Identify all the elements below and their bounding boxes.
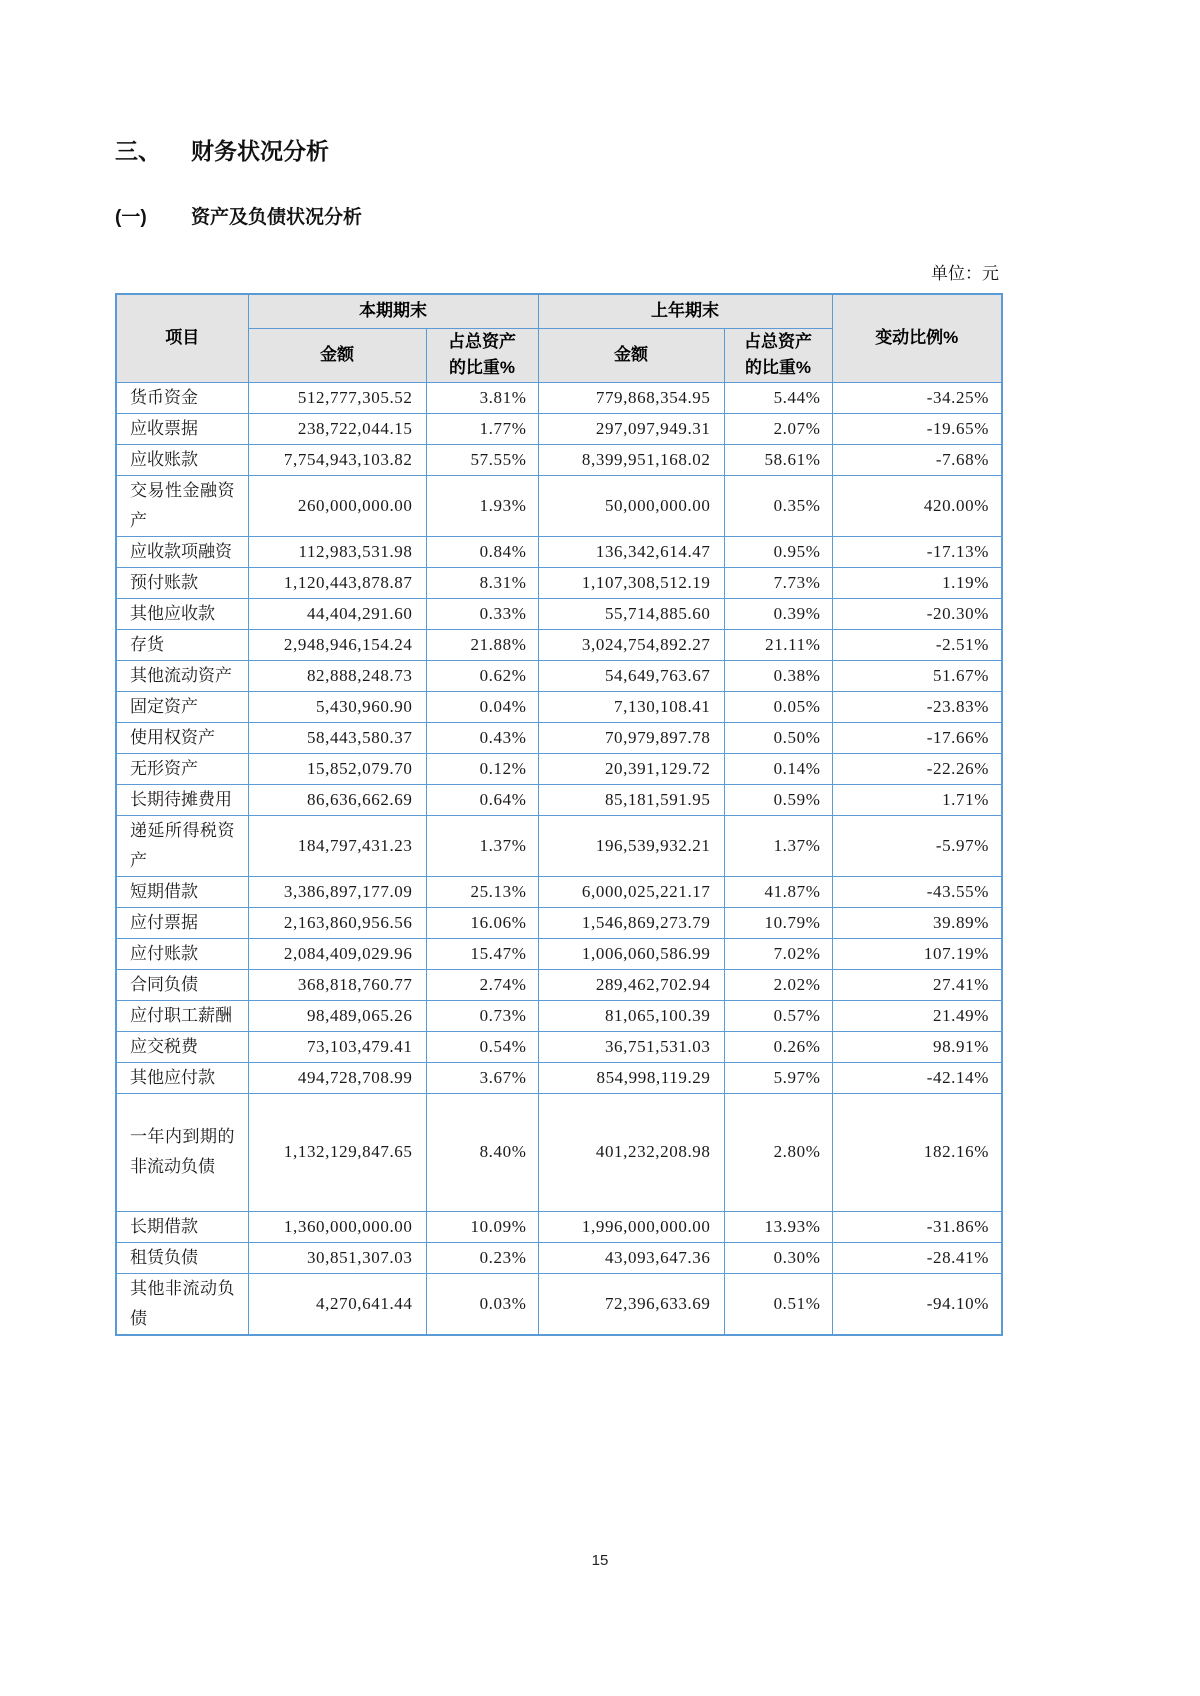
row-item-label: 租赁负债 bbox=[116, 1242, 248, 1273]
prior-amount-cell: 50,000,000.00 bbox=[538, 475, 724, 536]
prior-pct-cell: 21.11% bbox=[724, 629, 832, 660]
change-ratio-cell: 182.16% bbox=[832, 1093, 1002, 1211]
current-amount-cell: 494,728,708.99 bbox=[248, 1062, 426, 1093]
current-pct-cell: 1.77% bbox=[426, 413, 538, 444]
current-pct-cell: 25.13% bbox=[426, 876, 538, 907]
row-item-label: 货币资金 bbox=[116, 382, 248, 413]
change-ratio-cell: 27.41% bbox=[832, 969, 1002, 1000]
change-ratio-cell: 1.71% bbox=[832, 784, 1002, 815]
current-amount-cell: 15,852,079.70 bbox=[248, 753, 426, 784]
prior-amount-cell: 85,181,591.95 bbox=[538, 784, 724, 815]
change-ratio-cell: -22.26% bbox=[832, 753, 1002, 784]
prior-pct-cell: 1.37% bbox=[724, 815, 832, 876]
prior-amount-cell: 289,462,702.94 bbox=[538, 969, 724, 1000]
row-item-label: 合同负债 bbox=[116, 969, 248, 1000]
table-row bbox=[116, 660, 1002, 691]
current-amount-cell: 112,983,531.98 bbox=[248, 536, 426, 567]
prior-pct-cell: 41.87% bbox=[724, 876, 832, 907]
change-ratio-cell: -2.51% bbox=[832, 629, 1002, 660]
header-prior-pct-text: 占总资产的比重% bbox=[744, 332, 812, 377]
prior-amount-cell: 401,232,208.98 bbox=[538, 1093, 724, 1211]
current-pct-cell: 0.23% bbox=[426, 1242, 538, 1273]
current-amount-cell: 4,270,641.44 bbox=[248, 1273, 426, 1335]
current-amount-cell: 30,851,307.03 bbox=[248, 1242, 426, 1273]
current-pct-cell: 1.37% bbox=[426, 815, 538, 876]
change-ratio-cell: 98.91% bbox=[832, 1031, 1002, 1062]
change-ratio-cell: 21.49% bbox=[832, 1000, 1002, 1031]
change-ratio-cell: 39.89% bbox=[832, 907, 1002, 938]
current-pct-cell: 15.47% bbox=[426, 938, 538, 969]
current-amount-cell: 86,636,662.69 bbox=[248, 784, 426, 815]
table-row bbox=[116, 938, 1002, 969]
prior-amount-cell: 136,342,614.47 bbox=[538, 536, 724, 567]
current-pct-cell: 8.40% bbox=[426, 1093, 538, 1211]
table-body bbox=[116, 382, 1002, 1335]
prior-pct-cell: 5.97% bbox=[724, 1062, 832, 1093]
prior-amount-cell: 779,868,354.95 bbox=[538, 382, 724, 413]
current-amount-cell: 2,948,946,154.24 bbox=[248, 629, 426, 660]
table-row bbox=[116, 1093, 1002, 1211]
subsection-title-text: 资产及负债状况分析 bbox=[191, 207, 363, 228]
prior-pct-cell: 0.38% bbox=[724, 660, 832, 691]
prior-amount-cell: 1,546,869,273.79 bbox=[538, 907, 724, 938]
current-amount-cell: 5,430,960.90 bbox=[248, 691, 426, 722]
current-pct-cell: 21.88% bbox=[426, 629, 538, 660]
current-amount-cell: 1,360,000,000.00 bbox=[248, 1211, 426, 1242]
unit-label: 单位：元 bbox=[931, 264, 999, 283]
current-pct-cell: 16.06% bbox=[426, 907, 538, 938]
change-ratio-cell: -31.86% bbox=[832, 1211, 1002, 1242]
change-ratio-cell: -17.66% bbox=[832, 722, 1002, 753]
current-pct-cell: 57.55% bbox=[426, 444, 538, 475]
row-item-label: 应收票据 bbox=[116, 413, 248, 444]
prior-pct-cell: 0.59% bbox=[724, 784, 832, 815]
change-ratio-cell: -42.14% bbox=[832, 1062, 1002, 1093]
current-amount-cell: 82,888,248.73 bbox=[248, 660, 426, 691]
section-title-text: 财务状况分析 bbox=[191, 138, 329, 164]
change-ratio-cell: -20.30% bbox=[832, 598, 1002, 629]
change-ratio-cell: 51.67% bbox=[832, 660, 1002, 691]
table-header bbox=[116, 294, 1002, 382]
row-item-label: 其他非流动负债 bbox=[116, 1273, 248, 1335]
prior-pct-cell: 0.30% bbox=[724, 1242, 832, 1273]
table-row bbox=[116, 413, 1002, 444]
table-row bbox=[116, 1242, 1002, 1273]
current-pct-cell: 2.74% bbox=[426, 969, 538, 1000]
change-ratio-cell: -5.97% bbox=[832, 815, 1002, 876]
current-amount-cell: 2,163,860,956.56 bbox=[248, 907, 426, 938]
prior-amount-cell: 297,097,949.31 bbox=[538, 413, 724, 444]
current-amount-cell: 512,777,305.52 bbox=[248, 382, 426, 413]
prior-amount-cell: 55,714,885.60 bbox=[538, 598, 724, 629]
prior-pct-cell: 0.35% bbox=[724, 475, 832, 536]
current-pct-cell: 0.04% bbox=[426, 691, 538, 722]
change-ratio-cell: -43.55% bbox=[832, 876, 1002, 907]
current-pct-cell: 3.67% bbox=[426, 1062, 538, 1093]
current-amount-cell: 368,818,760.77 bbox=[248, 969, 426, 1000]
row-item-label: 无形资产 bbox=[116, 753, 248, 784]
table-row bbox=[116, 969, 1002, 1000]
change-ratio-cell: 1.19% bbox=[832, 567, 1002, 598]
row-item-label: 短期借款 bbox=[116, 876, 248, 907]
prior-amount-cell: 70,979,897.78 bbox=[538, 722, 724, 753]
current-pct-cell: 1.93% bbox=[426, 475, 538, 536]
subsection-heading bbox=[115, 202, 1001, 229]
table-row bbox=[116, 815, 1002, 876]
table-row bbox=[116, 1031, 1002, 1062]
current-amount-cell: 238,722,044.15 bbox=[248, 413, 426, 444]
prior-amount-cell: 196,539,932.21 bbox=[538, 815, 724, 876]
change-ratio-cell: -19.65% bbox=[832, 413, 1002, 444]
row-item-label: 应付票据 bbox=[116, 907, 248, 938]
table-row bbox=[116, 1211, 1002, 1242]
prior-amount-cell: 43,093,647.36 bbox=[538, 1242, 724, 1273]
prior-pct-cell: 0.14% bbox=[724, 753, 832, 784]
row-item-label: 其他应付款 bbox=[116, 1062, 248, 1093]
prior-amount-cell: 1,107,308,512.19 bbox=[538, 567, 724, 598]
table-row bbox=[116, 876, 1002, 907]
row-item-label: 长期待摊费用 bbox=[116, 784, 248, 815]
row-item-label: 固定资产 bbox=[116, 691, 248, 722]
section-number: 三、 bbox=[115, 138, 161, 164]
change-ratio-cell: -7.68% bbox=[832, 444, 1002, 475]
prior-pct-cell: 0.51% bbox=[724, 1273, 832, 1335]
table-row bbox=[116, 382, 1002, 413]
current-pct-cell: 8.31% bbox=[426, 567, 538, 598]
current-amount-cell: 98,489,065.26 bbox=[248, 1000, 426, 1031]
prior-pct-cell: 0.05% bbox=[724, 691, 832, 722]
header-prior-pct bbox=[724, 328, 832, 382]
header-change-ratio: 变动比例% bbox=[832, 294, 1002, 382]
change-ratio-cell: 107.19% bbox=[832, 938, 1002, 969]
table-row bbox=[116, 1273, 1002, 1335]
header-current-period: 本期期末 bbox=[248, 294, 538, 328]
header-current-amount: 金额 bbox=[248, 328, 426, 382]
header-prior-period: 上年期末 bbox=[538, 294, 832, 328]
row-item-label: 长期借款 bbox=[116, 1211, 248, 1242]
current-pct-cell: 0.03% bbox=[426, 1273, 538, 1335]
prior-pct-cell: 10.79% bbox=[724, 907, 832, 938]
prior-pct-cell: 5.44% bbox=[724, 382, 832, 413]
row-item-label: 应收款项融资 bbox=[116, 536, 248, 567]
table-row bbox=[116, 444, 1002, 475]
prior-amount-cell: 1,006,060,586.99 bbox=[538, 938, 724, 969]
prior-amount-cell: 8,399,951,168.02 bbox=[538, 444, 724, 475]
current-amount-cell: 2,084,409,029.96 bbox=[248, 938, 426, 969]
row-item-label: 应付账款 bbox=[116, 938, 248, 969]
prior-pct-cell: 0.39% bbox=[724, 598, 832, 629]
current-pct-cell: 3.81% bbox=[426, 382, 538, 413]
current-amount-cell: 1,132,129,847.65 bbox=[248, 1093, 426, 1211]
change-ratio-cell: -34.25% bbox=[832, 382, 1002, 413]
current-amount-cell: 58,443,580.37 bbox=[248, 722, 426, 753]
header-current-pct-text: 占总资产的比重% bbox=[448, 332, 516, 377]
prior-pct-cell: 7.73% bbox=[724, 567, 832, 598]
table-row bbox=[116, 629, 1002, 660]
prior-pct-cell: 2.02% bbox=[724, 969, 832, 1000]
table-row bbox=[116, 784, 1002, 815]
section-heading bbox=[115, 133, 1001, 166]
prior-amount-cell: 72,396,633.69 bbox=[538, 1273, 724, 1335]
prior-amount-cell: 6,000,025,221.17 bbox=[538, 876, 724, 907]
row-item-label: 使用权资产 bbox=[116, 722, 248, 753]
table-row bbox=[116, 598, 1002, 629]
change-ratio-cell: -94.10% bbox=[832, 1273, 1002, 1335]
prior-pct-cell: 0.26% bbox=[724, 1031, 832, 1062]
prior-amount-cell: 36,751,531.03 bbox=[538, 1031, 724, 1062]
prior-amount-cell: 854,998,119.29 bbox=[538, 1062, 724, 1093]
table-row bbox=[116, 907, 1002, 938]
current-amount-cell: 73,103,479.41 bbox=[248, 1031, 426, 1062]
table-row bbox=[116, 475, 1002, 536]
row-item-label: 其他应收款 bbox=[116, 598, 248, 629]
table-row bbox=[116, 536, 1002, 567]
prior-pct-cell: 13.93% bbox=[724, 1211, 832, 1242]
table-row bbox=[116, 722, 1002, 753]
prior-amount-cell: 1,996,000,000.00 bbox=[538, 1211, 724, 1242]
current-pct-cell: 0.54% bbox=[426, 1031, 538, 1062]
current-pct-cell: 0.62% bbox=[426, 660, 538, 691]
prior-pct-cell: 58.61% bbox=[724, 444, 832, 475]
current-amount-cell: 1,120,443,878.87 bbox=[248, 567, 426, 598]
prior-pct-cell: 0.50% bbox=[724, 722, 832, 753]
row-item-label: 交易性金融资产 bbox=[116, 475, 248, 536]
current-pct-cell: 0.84% bbox=[426, 536, 538, 567]
current-amount-cell: 44,404,291.60 bbox=[248, 598, 426, 629]
current-pct-cell: 0.64% bbox=[426, 784, 538, 815]
table-row bbox=[116, 1000, 1002, 1031]
table-row bbox=[116, 567, 1002, 598]
prior-amount-cell: 3,024,754,892.27 bbox=[538, 629, 724, 660]
row-item-label: 存货 bbox=[116, 629, 248, 660]
row-item-label: 一年内到期的非流动负债 bbox=[116, 1093, 248, 1211]
row-item-label: 递延所得税资产 bbox=[116, 815, 248, 876]
page-number: 15 bbox=[591, 1552, 609, 1569]
current-pct-cell: 0.73% bbox=[426, 1000, 538, 1031]
current-amount-cell: 260,000,000.00 bbox=[248, 475, 426, 536]
current-amount-cell: 3,386,897,177.09 bbox=[248, 876, 426, 907]
row-item-label: 应付职工薪酬 bbox=[116, 1000, 248, 1031]
table-row bbox=[116, 753, 1002, 784]
header-prior-amount: 金额 bbox=[538, 328, 724, 382]
prior-pct-cell: 0.95% bbox=[724, 536, 832, 567]
prior-amount-cell: 20,391,129.72 bbox=[538, 753, 724, 784]
prior-pct-cell: 7.02% bbox=[724, 938, 832, 969]
assets-liabilities-table bbox=[115, 293, 1003, 1336]
row-item-label: 应交税费 bbox=[116, 1031, 248, 1062]
row-item-label: 应收账款 bbox=[116, 444, 248, 475]
document-page bbox=[115, 0, 1001, 1336]
table-row bbox=[116, 1062, 1002, 1093]
header-current-pct bbox=[426, 328, 538, 382]
change-ratio-cell: -28.41% bbox=[832, 1242, 1002, 1273]
prior-amount-cell: 7,130,108.41 bbox=[538, 691, 724, 722]
row-item-label: 预付账款 bbox=[116, 567, 248, 598]
current-pct-cell: 0.12% bbox=[426, 753, 538, 784]
prior-pct-cell: 0.57% bbox=[724, 1000, 832, 1031]
prior-amount-cell: 54,649,763.67 bbox=[538, 660, 724, 691]
current-pct-cell: 0.43% bbox=[426, 722, 538, 753]
prior-pct-cell: 2.07% bbox=[724, 413, 832, 444]
current-pct-cell: 10.09% bbox=[426, 1211, 538, 1242]
subsection-number: (一) bbox=[115, 207, 147, 228]
change-ratio-cell: -17.13% bbox=[832, 536, 1002, 567]
prior-pct-cell: 2.80% bbox=[724, 1093, 832, 1211]
current-amount-cell: 7,754,943,103.82 bbox=[248, 444, 426, 475]
current-amount-cell: 184,797,431.23 bbox=[248, 815, 426, 876]
table-row bbox=[116, 691, 1002, 722]
change-ratio-cell: -23.83% bbox=[832, 691, 1002, 722]
row-item-label: 其他流动资产 bbox=[116, 660, 248, 691]
change-ratio-cell: 420.00% bbox=[832, 475, 1002, 536]
header-item: 项目 bbox=[116, 294, 248, 382]
current-pct-cell: 0.33% bbox=[426, 598, 538, 629]
prior-amount-cell: 81,065,100.39 bbox=[538, 1000, 724, 1031]
